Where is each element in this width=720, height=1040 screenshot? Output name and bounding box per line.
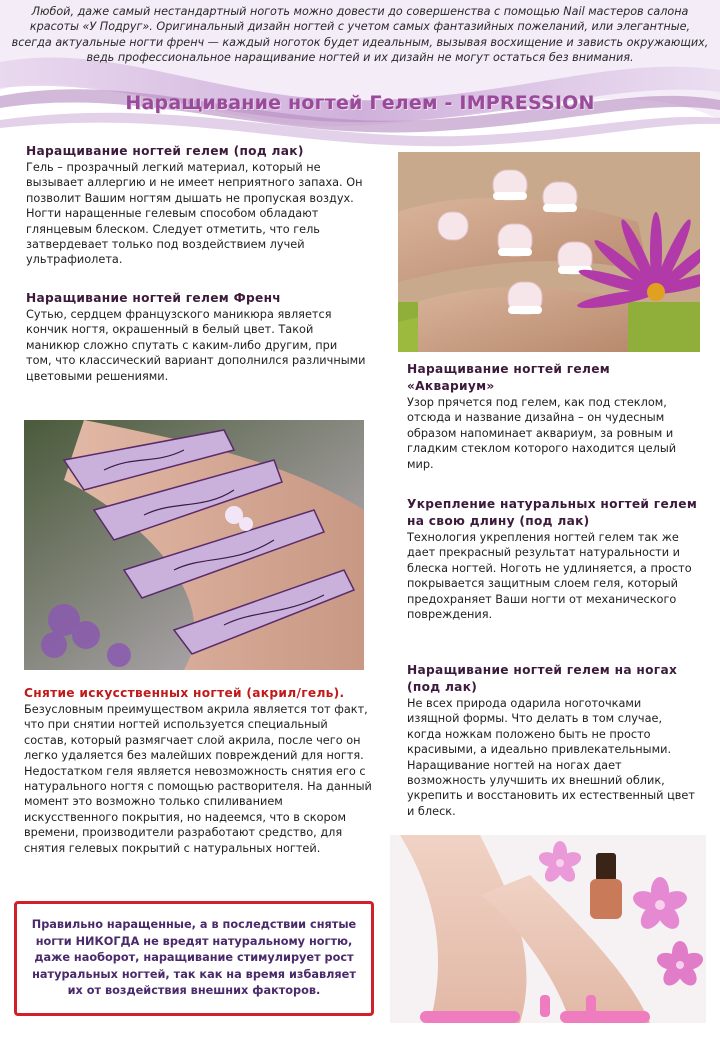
section-heading: Снятие искусственных ногтей (акрил/гель).	[24, 686, 345, 700]
section-aquarium	[407, 361, 697, 472]
photo-aquarium-nails	[24, 420, 364, 670]
page-title: Наращивание ногтей Гелем - IMPRESSION	[125, 92, 595, 114]
section-text: Гель – прозрачный легкий материал, который не вызывает аллергию и не имеет неприятного запаха. Он позволит Вашим ногтям дышать не пропуская воздух. Ногти наращенные гелевым способом обладают глянцевым блеском. Следует отметить, что гель затвердевает только под воздействием лучей ультрафиолета.	[26, 161, 363, 267]
section-text: Сутью, сердцем французского маникюра является кончик ногтя, окрашенный в белый цвет. Такой маникюр сложно спутать с каким-либо другим, при том, что классический вариант дополнился различными цветовыми решениями.	[26, 308, 366, 383]
section-french	[26, 290, 366, 384]
section-text: Не всех природа одарила ноготочками изящной формы. Что делать в том случае, когда ножкам положено быть не просто красивыми, а идеально привлекательными. Наращивание ногтей на ногах дает возможность улучшить их внешний облик, укрепить и восстановить их естественный цвет и блеск.	[407, 697, 695, 818]
callout-box	[14, 901, 374, 1016]
section-text: Безусловным преимуществом акрила является тот факт, что при снятии ногтей используется специальный состав, который размягчает слой акрила, после чего он легко удаляется без малейших повреждений для ногтя. Недостатком геля является невозможность снятия его с натурального ногтя с помощью растворителя. На данный момент это возможно только спиливанием искусственного покрытия, но надеемся, что в скором времени, производители разработают средство, для снятия гелевых покрытий с натуральных ногтей.	[24, 703, 372, 855]
section-removal	[24, 685, 372, 856]
section-text: Узор прячется под гелем, как под стеклом, отсюда и название дизайна – он чудесным образом напоминает аквариум, за ровным и гладким стеклом которого находится целый мир.	[407, 396, 677, 471]
section-heading: Наращивание ногтей гелем Френч	[26, 291, 281, 305]
section-heading: Наращивание ногтей гелем на ногах (под лак)	[407, 663, 678, 694]
intro-text: Любой, даже самый нестандартный ноготь можно довести до совершенства с помощью Nail мастеров салона красоты «У Подруг». Оригинальный дизайн ногтей с учетом самых фантазийных пожеланий, или элегантные, всегда актуальные ногти френч — каждый ноготок будет идеальным, вызывая восхищение и зависть окружающих, ведь профессиональное наращивание ногтей и их дизайн не могут остаться без внимания.	[11, 5, 709, 64]
section-heading: Укрепление натуральных ногтей гелем на свою длину (под лак)	[407, 497, 698, 528]
photo-pedicure-feet	[390, 835, 706, 1023]
section-heading: Наращивание ногтей гелем «Аквариум»	[407, 362, 611, 393]
photo-french-nails	[398, 152, 700, 352]
section-feet	[407, 662, 697, 819]
section-gel	[26, 143, 366, 268]
section-heading: Наращивание ногтей гелем (под лак)	[26, 144, 304, 158]
callout-text: Правильно наращенные, а в последствии снятые ногти НИКОГДА не вредят натуральному ногтю, даже наоборот, наращивание стимулирует рост натуральных ногтей, так как на время избавляет их от воздействия внешних факторов.	[31, 918, 357, 998]
section-text: Технология укрепления ногтей гелем так же дает прекрасный результат натуральности и блеска ногтей. Ноготь не удлиняется, а просто покрывается защитным слоем геля, который предохраняет Ваши ногти от механического повреждения.	[407, 531, 692, 622]
section-strengthen	[407, 496, 699, 622]
